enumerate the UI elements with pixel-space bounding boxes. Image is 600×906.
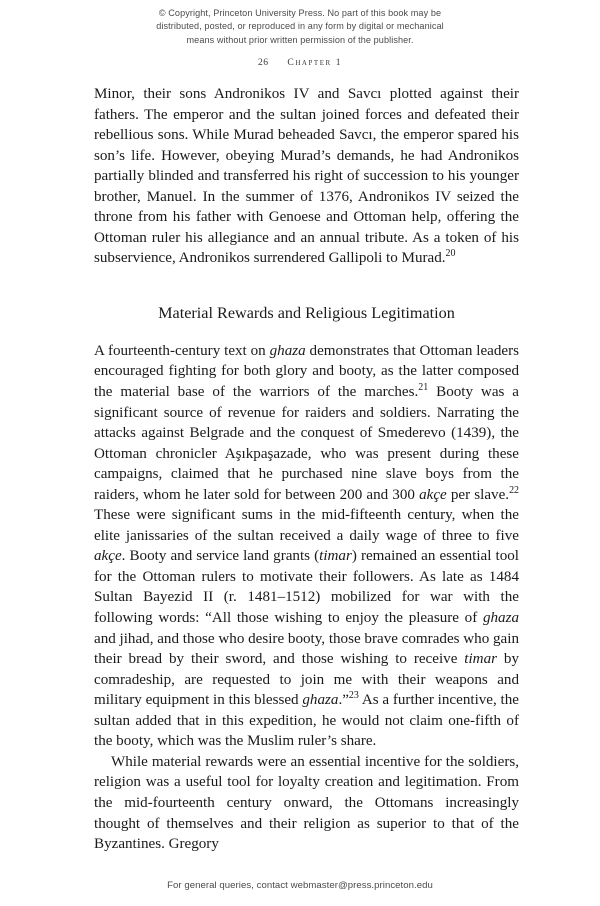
footnote-marker[interactable]: 22 [509,484,520,496]
footer-text: For general queries, contact webmaster@press.princeton.edu [167,880,433,891]
italic-term: ghaza [269,342,306,359]
text-column [94,84,519,855]
italic-term: timar [319,548,352,565]
footnote-marker[interactable]: 21 [418,381,429,393]
footer-query-notice [0,880,600,891]
spacer-after-heading [94,323,519,341]
copyright-line-1: © Copyright, Princeton University Press. No part of this book may be [158,8,442,18]
page-number: 26 [257,57,269,68]
italic-term: akçe [94,548,122,565]
copyright-line-3: means without prior written permission of the publisher. [186,34,414,45]
spacer-before-heading [94,269,519,303]
italic-term: akçe [419,486,447,503]
running-head [0,57,600,68]
italic-term: ghaza [302,692,339,709]
paragraph-2: A fourteenth-century text on ghaza demonstrates that Ottoman leaders encouraged fighting for both glory and booty, as the latter composed the material base of the warriors of the marches.$^{21}$ Booty was a significant source of revenue for raiders and soldiers. Narrating the attacks against Belgrade and the conquest of Smederevo (1439), the Ottoman chronicler Aşıkpaşazade, who was present during these campaigns, claimed that he purchased nine slave boys from the raiders, whom he later sold for between 200 and 300 akçe per slave.$^{22}$ These were significant sums in the mid-fifteenth century, when the elite janissaries of the sultan received a daily wage of three to five akçe. Booty and service land grants (timar) remained an essential tool for the Ottoman rulers to motivate their followers. As late as 1484 Sultan Bayezid II (r. 1481–1512) mobilized for war with the following words: “All those wishing to enjoy the pleasure of ghaza and jihad, and those who desire booty, those brave comrades who gain their bread by their sword, and those wishing to receive timar by comradeship, are requested to join me with their weapons and military equipment in this blessed ghaza.”$^{23}$ As a further incentive, the sultan added that in this expedition, he would not claim one-fifth of the booty, which was the Muslim ruler’s share. [94,342,520,750]
chapter-label: Chapter 1 [287,57,343,68]
italic-term: timar [464,651,498,668]
footnote-marker[interactable]: 23 [348,690,359,702]
copyright-notice [0,7,600,47]
paragraph-3: While material rewards were an essential incentive for the soldiers, religion was a useful tool for loyalty creation and legitimation. From the mid-fourteenth century onward, the Ottomans increasingly thought of themselves and their religion as superior to that of the Byzantines. Gregory [94,753,519,853]
section-heading: Material Rewards and Religious Legitimation [158,303,455,322]
footnote-marker[interactable]: 20 [445,248,456,260]
paragraph-1: Minor, their sons Andronikos IV and Savcı plotted against their fathers. The emperor and the sultan joined forces and defeated their rebellious sons. While Murad beheaded Savcı, the emperor spared his son’s life. However, obeying Murad’s demands, he had Andronikos partially blinded and transferred his right of succession to his younger brother, Manuel. In the summer of 1376, Andronikos IV seized the throne from his father with Genoese and Ottoman help, offering the Ottoman ruler his allegiance and an annual tribute. As a token of his subservience, Andronikos surrendered Gallipoli to Murad.$^{20}$ [94,86,519,267]
italic-term: ghaza [482,610,519,627]
copyright-line-2: distributed, posted, or reproduced in any form by digital or mechanical [156,21,444,32]
